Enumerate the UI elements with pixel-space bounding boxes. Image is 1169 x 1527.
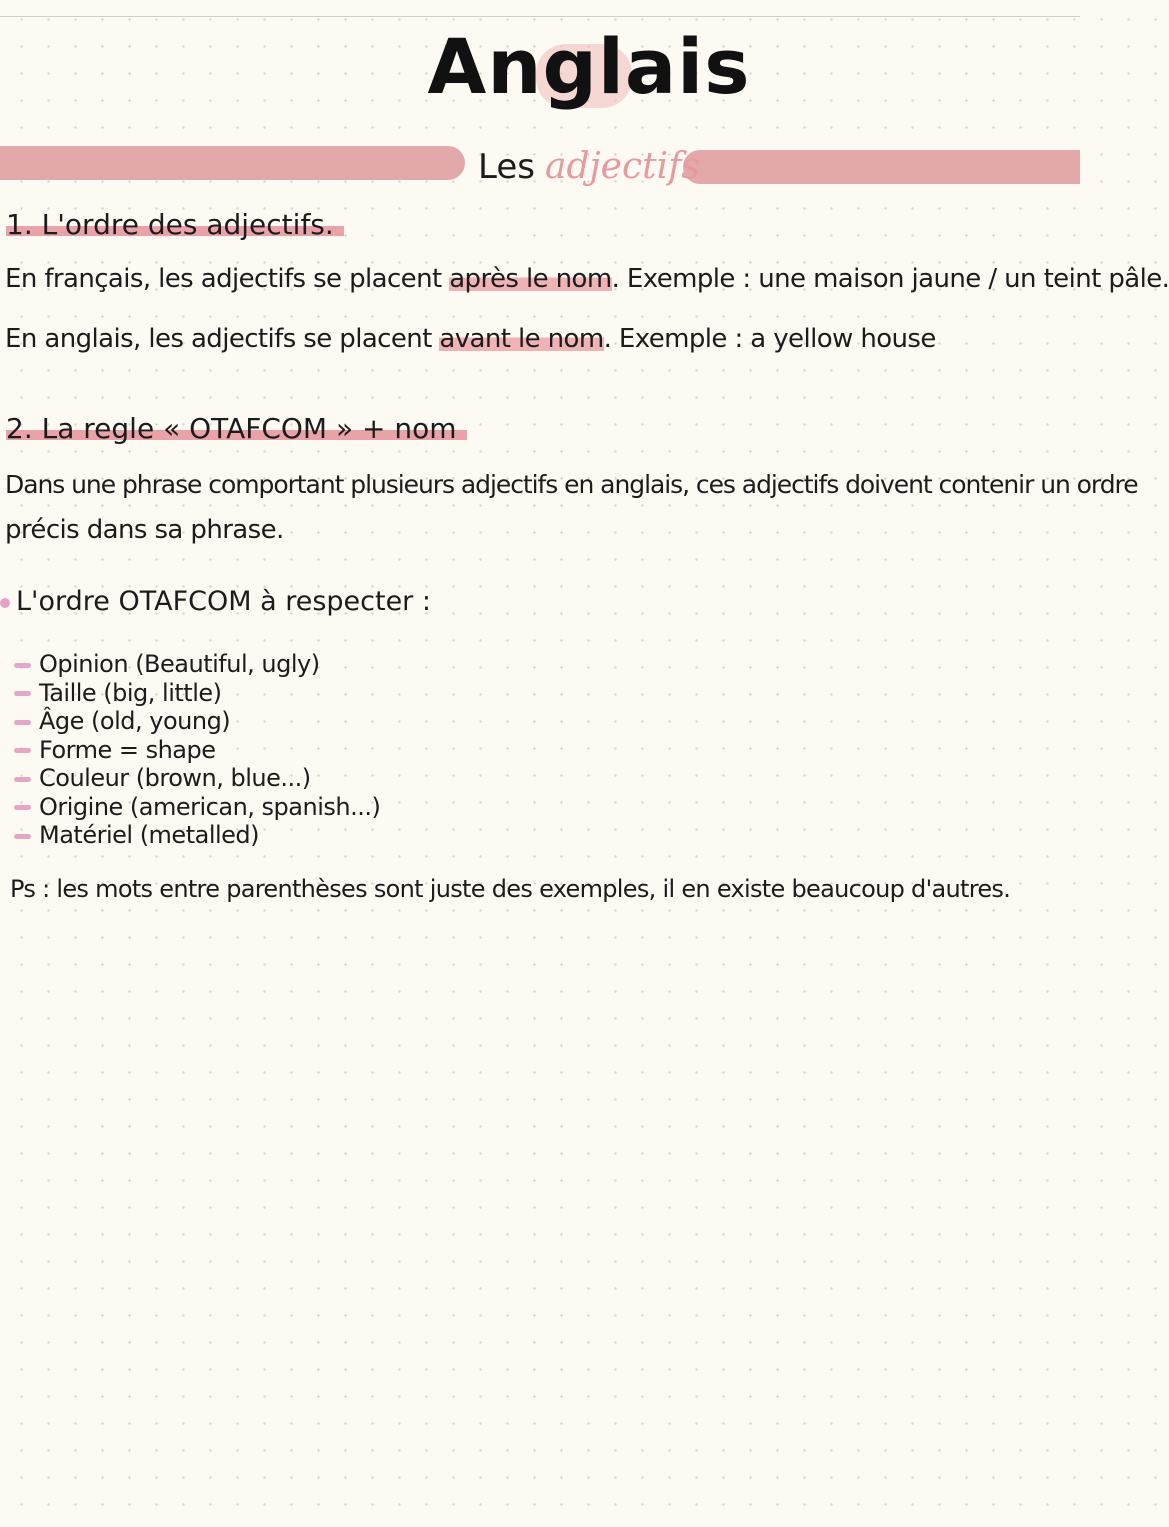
list-item-text: Opinion (Beautiful, ugly) [39,650,320,678]
list-item [14,707,380,736]
list-item [14,650,380,679]
dash-icon [14,777,31,782]
order-list [14,650,380,850]
list-item [14,821,380,850]
dash-icon [14,834,31,839]
list-item [14,764,380,793]
dash-icon [14,691,31,696]
rule-english-before: En anglais, les adjectifs se placent [5,324,440,354]
rule-english-after: . Exemple : a yellow house [603,324,936,354]
list-item-text: Couleur (brown, blue...) [39,764,311,792]
list-item-text: Matériel (metalled) [39,821,260,849]
section-2-line-1: Dans une phrase comportant plusieurs adjectifs en anglais, ces adjectifs doivent contenir un ordre [5,470,1138,499]
rule-french [5,264,1169,294]
section-1-heading-text: 1. L'ordre des adjectifs. [6,208,344,241]
list-item [14,679,380,708]
list-item-text: Âge (old, young) [39,707,231,735]
order-intro-text: L'ordre OTAFCOM à respecter : [16,586,431,617]
rule-english [5,324,936,354]
section-2-heading-text: 2. La regle « OTAFCOM » + nom [6,412,467,445]
section-1-heading [6,208,344,241]
page-subtitle [478,146,700,187]
rule-french-after: . Exemple : une maison jaune / un teint pâle. [611,264,1169,294]
list-item-text: Origine (american, spanish...) [39,792,381,821]
section-2-heading [6,412,467,445]
page-title: Anglais [427,22,751,111]
dash-icon [14,748,31,753]
rule-english-mark: avant le nom [439,324,604,354]
dash-icon [14,805,31,810]
header-bar-left [0,146,465,180]
section-2-line-2: précis dans sa phrase. [5,515,284,545]
order-intro [0,586,431,617]
list-item [14,793,380,822]
top-divider [0,16,1080,17]
header-bar-right [683,150,1080,184]
rule-french-mark: après le nom [449,264,612,294]
list-item [14,736,380,765]
dash-icon [14,663,31,668]
subtitle-les: Les [478,147,535,187]
ps-note: Ps : les mots entre parenthèses sont juste des exemples, il en existe beaucoup d'autres. [10,875,1011,903]
list-item-text: Taille (big, little) [39,678,222,707]
list-item-text: Forme = shape [39,735,216,764]
subtitle-adjectifs: adjectifs [544,146,700,187]
bullet-dot-icon [0,598,10,608]
rule-french-before: En français, les adjectifs se placent [5,264,450,294]
dash-icon [14,720,31,725]
